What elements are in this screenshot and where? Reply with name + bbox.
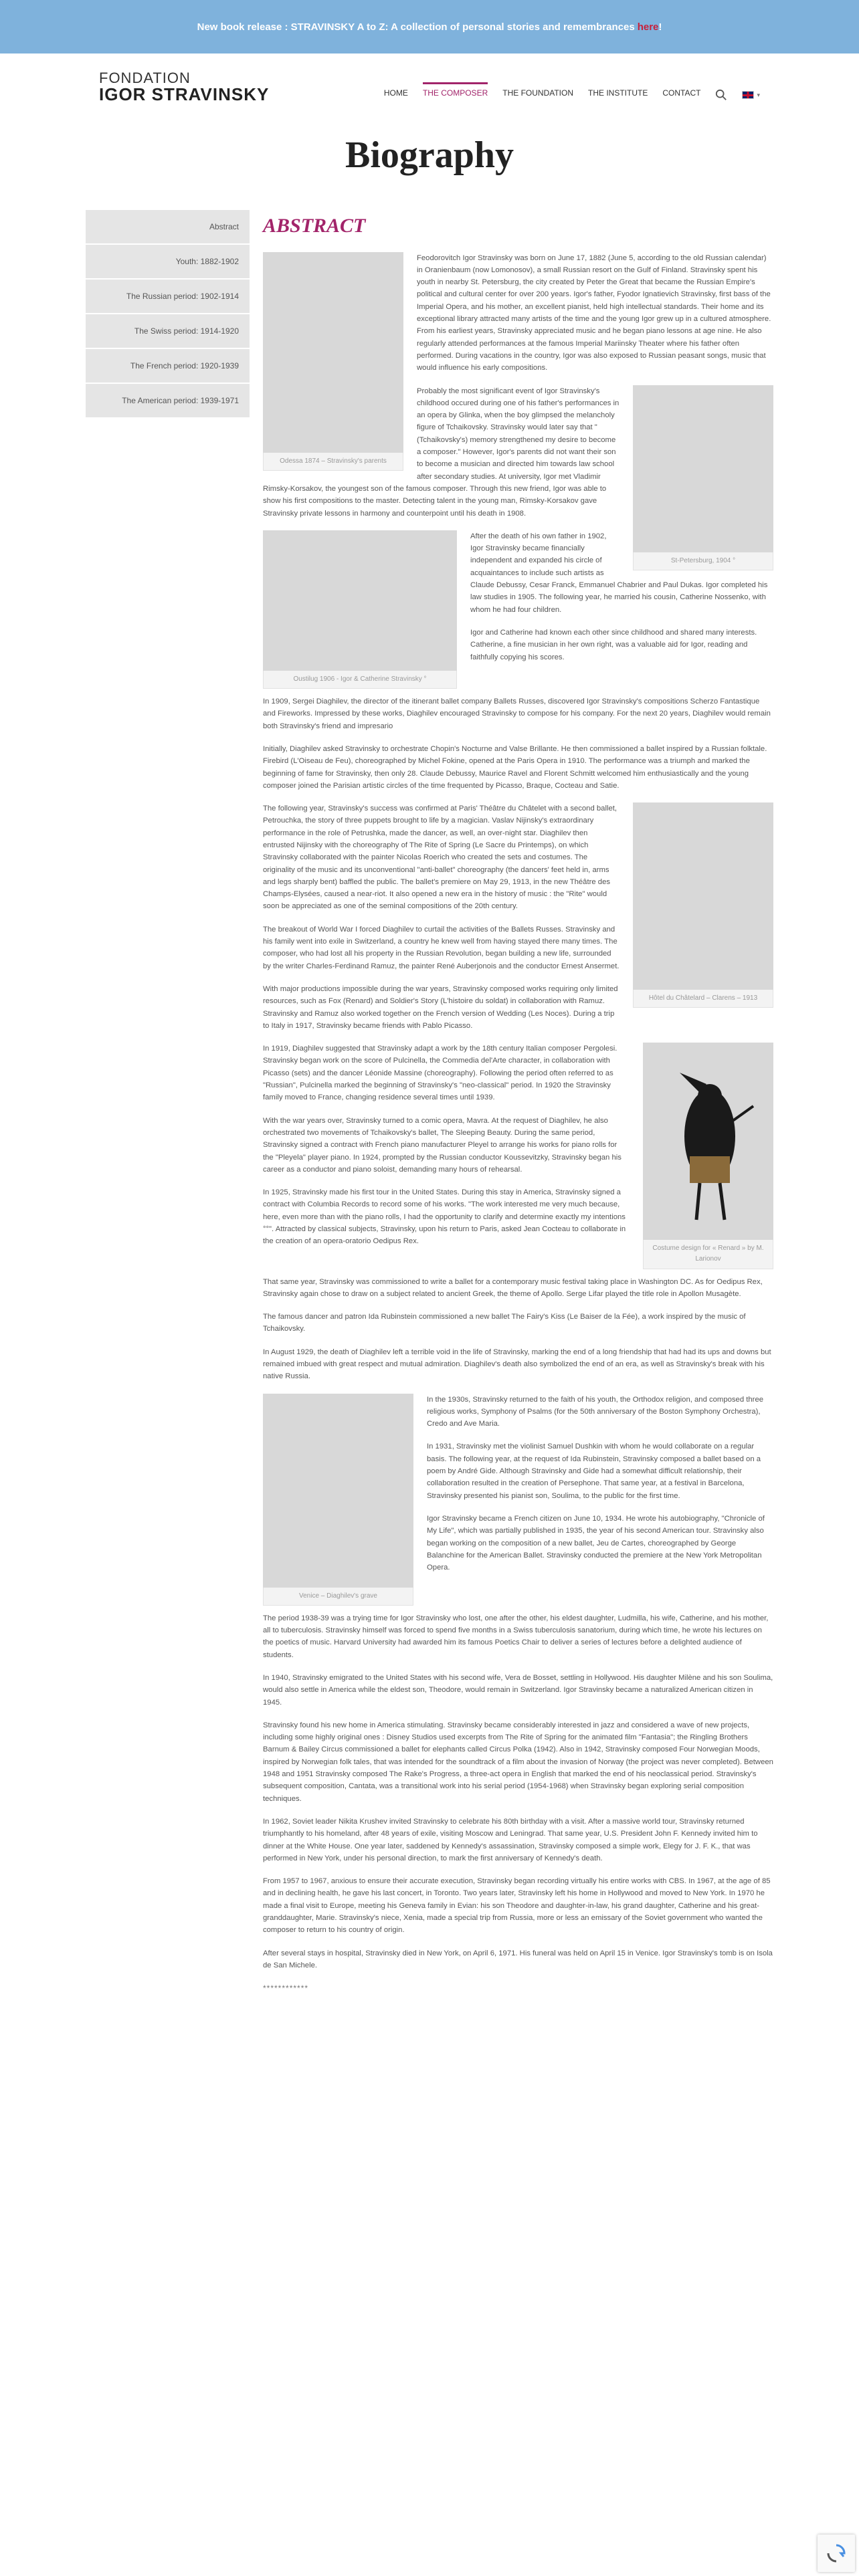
paragraph: Feodorovitch Igor Stravinsky was born on June 17, 1882 (June 5, according to the old Russian calendar) in Oranienbaum (now Lomonosov), a small Russian resort on the Gulf of Finland. Stravinsky spent his youth in nearby St. Petersburg, the city created by Peter the Great that became the Russian Empire's political and cultural center for over 200 years. Igor's father, Fyodor Ignatievich Stravinsky, first bass of the Imperial Opera, and his mother, an excellent pianist, held high intellectual standards. Their home and its exceptional library attracted many artists of the time and the young Igor grew up in a cultured atmosphere. From his earliest years, Stravinsky appreciated music and he began piano lessons at age nine. He also regularly attended performances at the famous Imperial Mariinsky Theater where his father often performed. During vacations in the country, Igor was also exposed to Russian peasant songs, music that would influence his early compositions. xyxy=(417,253,771,372)
figure-caption: Odessa 1874 – Stravinsky's parents xyxy=(263,453,403,471)
renard-costume-icon xyxy=(643,1043,773,1240)
biography-content xyxy=(263,210,773,2006)
figure-venice xyxy=(263,1394,413,1606)
footer-stars: ************ xyxy=(263,1983,309,1994)
sidebar-item-abstract[interactable]: Abstract xyxy=(86,210,250,245)
nav-the-composer[interactable]: THE COMPOSER xyxy=(423,82,488,102)
paragraph: Stravinsky found his new home in America stimulating. Stravinsky became considerably interested in jazz and considered a wave of new projects, including some highly original ones : Disney Studios used excerpts from The Rite of Spring for the animated film "Fantasia"; the Ringling Brothers Barnum & Bailey Circus commissioned a ballet for elephants called Circus Polka (1942). Also in 1942, Stravinsky composed Four Norwegian Moods, inspired by Norwegian folk tales, that was intended for the soundtrack of a film about the invasion of Norway (the project was never completed). Between 1948 and 1951 Stravinsky composed The Rake's Progress, a three-act opera in English that marked the end of his neoclassical period. Stravinsky's subsequent composition, Cantata, was a transitional work into his serial period (1954-1968) when Stravinsky began exploring serial composition techniques. xyxy=(263,1721,773,1803)
paragraph: In the 1930s, Stravinsky returned to the faith of his youth, the Orthodox religion, and composed three religious works, Symphony of Psalms (for the 50th anniversary of the Boston Symphony Orchestra), Credo and Ave Maria. xyxy=(427,1395,764,1428)
banner-text: New book release : STRAVINSKY A to Z: A collection of personal stories and remembrances xyxy=(197,21,635,33)
language-selector[interactable] xyxy=(742,91,760,99)
nav-home[interactable]: HOME xyxy=(383,88,408,98)
site-header xyxy=(0,53,859,120)
figure-caption: Oustilug 1906 - Igor & Catherine Stravinsky ° xyxy=(263,671,457,689)
figure-odessa xyxy=(263,252,403,471)
figure-renard xyxy=(643,1043,773,1269)
paragraph: With major productions impossible during the war years, Stravinsky composed works requiring only limited resources, such as Fox (Renard) and Soldier's Story (L'histoire du soldat) in collaboration with Ramuz. Stravinsky and Ramuz also worked together on the French version of Wedding (Les Noces). During a trip to Italy in 1917, Stravinsky became friends with Pablo Picasso. xyxy=(263,984,618,1030)
site-logo[interactable] xyxy=(99,71,269,103)
chevron-down-icon: ▾ xyxy=(757,91,760,98)
recaptcha-badge[interactable] xyxy=(818,2535,855,2572)
paragraph: The period 1938-39 was a trying time for Igor Stravinsky who lost, one after the other, his eldest daughter, Ludmilla, his wife, Catherine, and his mother, all to tuberculosis. Stravinsky himself was forced to spend five months in a Swiss tuberculosis sanatorium, during which time, he wrote his lectures on the poetics of music. Harvard University had awarded him its famous Poetics Chair to deliver a series of lectures before a delighted audience of students. xyxy=(263,1614,769,1659)
paragraph: In August 1929, the death of Diaghilev left a terrible void in the life of Stravinsky, marking the end of a long friendship that had had its ups and downs but remained imbued with great respect and mutual admiration. Diaghilev's death also symbolized the end of an era, as well as Stravinsky's break with his native Russia. xyxy=(263,1348,771,1381)
paragraph: In 1919, Diaghilev suggested that Stravinsky adapt a work by the 18th century Italian composer Pergolesi. Stravinsky began work on the score of Pulcinella, the Commedia del'Arte character, in collaboration with Picasso (sets) and the dancer Léonide Massine (choreography). Following the period often referred to as "Russian", Pulcinella marked the beginning of Stravinsky's "neo-classical" period. In 1920 the Stravinsky family moved to France, changing residence several times until 1939. xyxy=(263,1045,617,1102)
paragraph: From 1957 to 1967, anxious to ensure their accurate execution, Stravinsky began recording virtually his entire works with CBS. In 1967, at the age of 85 and in declining health, he gave his last concert, in Toronto. Two years later, Stravinsky left his home in Hollywood and moved to New York. In 1970 he made a final visit to Europe, meeting his Geneva family in Evian: his son Theodore and daughter-in-law, his grand daughter, Catherine and his great-granddaughter, Marie. Stravinsky's niece, Xenia, made a special trip from Russia, more or less an emissary of the Soviet government who wanted the composer to return to his country of origin. xyxy=(263,1877,771,1935)
paragraph: After the death of his own father in 1902, Igor Stravinsky became financially independent and expanded his circle of acquaintances to include such artists as Claude Debussy, Cesar Franck, Emmanuel Chabrier and Paul Dukas. Igor completed his law studies in 1905. The following year, he married his cousin, Catherine Nossenko, with whom he had four children. xyxy=(470,532,768,614)
sidebar-item-american-period[interactable]: The American period: 1939-1971 xyxy=(86,384,250,419)
nav-the-institute[interactable]: THE INSTITUTE xyxy=(588,88,648,98)
paragraph: In 1962, Soviet leader Nikita Krushev invited Stravinsky to celebrate his 80th birthday with a visit. After a massive world tour, Stravinsky returned triumphantly to his homeland, after 48 years of exile, visiting Moscow and Leningrad. That same year, U.S. President John F. Kennedy invited him to dinner at the White House. One year later, saddened by Kennedy's assassination, Stravinsky composed a simple work, Elegy for J. F. K., that was performed in New York, under his personal direction, to mark the first anniversary of Kennedy's death. xyxy=(263,1817,758,1862)
paragraph: The famous dancer and patron Ida Rubinstein commissioned a new ballet The Fairy's Kiss (Le Baiser de la Fée), a work inspired by the music of Tchaikovsky. xyxy=(263,1313,746,1333)
paragraph: That same year, Stravinsky was commissioned to write a ballet for a contemporary music festival taking place in Washington DC. As for Oedipus Rex, Stravinsky again chose to draw on a subject related to ancient Greek, the theme of Apollo. Serge Lifar played the title role in Apollon Musagète. xyxy=(263,1277,763,1298)
logo-line-1: FONDATION xyxy=(99,70,191,86)
paragraph: With the war years over, Stravinsky turned to a comic opera, Mavra. At the request of Diaghilev, he also orchestrated two movements of Tchaikovsky's ballet, The Sleeping Beauty. During the same period, Stravinsky signed a contract with French piano manufacturer Pleyel to arrange his works for piano rolls for the "Pleyela" player piano. In 1924, prompted by the Russian conductor Koussevitzky, Stravinsky began his career as a conductor and piano soloist, demanding many hours of rehearsal. xyxy=(263,1116,622,1174)
figure-stpetersburg xyxy=(633,385,773,570)
page-title: Biography xyxy=(345,134,514,176)
paragraph: After several stays in hospital, Stravinsky died in New York, on April 6, 1971. His funeral was held on April 15 in Venice. Igor Stravinsky's tomb is on Isola de San Michele. xyxy=(263,1949,773,1969)
paragraph: In 1940, Stravinsky emigrated to the United States with his second wife, Vera de Bosset, settling in Hollywood. His daughter Milène and his son Soulima, would also settle in America while the eldest son, Theodore, would remain in Switzerland. Igor Stravinsky became a naturalized American citizen in 1945. xyxy=(263,1673,773,1707)
photo-diaghilev-grave xyxy=(263,1394,413,1588)
content-wrapper xyxy=(0,210,859,2006)
paragraph: In 1925, Stravinsky made his first tour in the United States. During this stay in America, Stravinsky signed a contract with Columbia Records to record some of his works. "The work interested me very much because, here, even more than with the piano rolls, I had the opportunity to clarify and determine exactly my intentions °°". Attracted by classical subjects, Stravinsky, upon his return to Paris, asked Jean Cocteau to collaborate in the creation of an opera-oratorio Oedipus Rex. xyxy=(263,1188,626,1246)
sidebar-item-youth[interactable]: Youth: 1882-1902 xyxy=(86,245,250,280)
costume-design-image xyxy=(643,1043,773,1240)
nav-contact[interactable]: CONTACT xyxy=(662,88,701,98)
banner-link[interactable]: here xyxy=(637,21,659,33)
figure-caption: St-Petersburg, 1904 ° xyxy=(633,552,773,570)
figure-clarens xyxy=(633,802,773,1008)
sidebar-item-russian-period[interactable]: The Russian period: 1902-1914 xyxy=(86,280,250,314)
banner-suffix: ! xyxy=(658,21,662,33)
paragraph: Initially, Diaghilev asked Stravinsky to orchestrate Chopin's Nocturne and Valse Brillante. He then commissioned a ballet inspired by a Russian folktale. Firebird (L'Oiseau de Feu), choreographed by Michel Fokine, opened at the Paris Opera in 1910. The performance was a triumph and marked the beginning of fame for Stravinsky, then only 28. Claude Debussy, Maurice Ravel and Florent Schmitt welcomed him enthusiastically and the young composer joined the Parisian artistic circles of the time frequented by Picasso, Braque, Cocteau and Satie. xyxy=(263,744,767,790)
sidebar-item-french-period[interactable]: The French period: 1920-1939 xyxy=(86,349,250,384)
biography-sidebar xyxy=(86,210,250,419)
logo-line-2: IGOR STRAVINSKY xyxy=(99,84,270,104)
paragraph: The following year, Stravinsky's success was confirmed at Paris' Théâtre du Châtelet with a second ballet, Petrouchka, the story of three puppets brought to life by a magician. Vaslav Nijinsky's extraordinary performance in the role of Petrushka, made the dancer, as well, an over-night star. Diaghilev then entrusted Nijinsky with the choreography of The Rite of Spring (Le Sacre du Printemps), on which Stravinsky collaborated with the painter Nicolas Roerich who created the sets and costumes. The originality of the music and its unconventional "anti-ballet" choreography (the dancers' feet held in, arms and legs sharply bent) baffled the public. The ballet's premiere on May 29, 1913, in the new Théâtre des Champs-Elysées, caused a near-riot. It also opened a new era in the history of music : the "Rite" would soon be appreciated as one of the seminal compositions of the 20th century. xyxy=(263,804,617,911)
uk-flag-icon xyxy=(742,91,754,99)
photo-igor-catherine xyxy=(263,530,457,671)
photo-hotel-chatelard xyxy=(633,802,773,990)
figure-caption: Costume design for « Renard » by M. Larionov xyxy=(643,1240,773,1269)
paragraph: Probably the most significant event of Igor Stravinsky's childhood occured during one of his father's performances in an opera by Glinka, when the boy glimpsed the melancholy figure of Tchaikovsky. Stravinsky would later say that "(Tchaikovsky's) memory strengthened my desire to become a composer." However, Igor's parents did not want their son to become a musician and directed him towards law school after secondary studies. At university, Igor met Vladimir Rimsky-Korsakov, the youngest son of the famous composer. Through this new friend, Igor was able to show his first compositions to the master. Detecting talent in the young man, Rimsky-Korsakov gave Stravinsky private lessons in harmony and counterpoint until his death in 1908. xyxy=(263,387,619,518)
paragraph: Igor and Catherine had known each other since childhood and shared many interests. Catherine, a fine musician in her own right, was a valuable aid for Igor, reading and faithfully copying his scores. xyxy=(470,628,757,661)
photo-stravinsky-parents xyxy=(263,252,403,453)
paragraph: The breakout of World War I forced Diaghilev to curtail the activities of the Ballets Russes. Stravinsky and his family went into exile in Switzerland, a country he knew well from having stayed there many times. The composer, who had lost all his property in the Russian Revolution, began building a new life, surrounded by the writer Charles-Ferdinand Ramuz, the painter René Auberjonois and the conductor Ernest Ansermet. xyxy=(263,925,619,970)
figure-caption: Hôtel du Châtelard – Clarens – 1913 xyxy=(633,990,773,1008)
section-title: ABSTRACT xyxy=(263,215,366,237)
search-icon[interactable] xyxy=(715,89,727,101)
paragraph: In 1909, Sergei Diaghilev, the director of the itinerant ballet company Ballets Russes, discovered Igor Stravinsky's compositions Scherzo Fantastique and Fireworks. Impressed by these works, Diaghilev encouraged Stravinsky to compose for his company. For the next 20 years, Diaghilev would remain both Stravinsky's friend and impresario xyxy=(263,697,771,730)
main-nav xyxy=(384,88,760,102)
figure-caption: Venice – Diaghilev's grave xyxy=(263,1588,413,1606)
photo-st-petersburg xyxy=(633,385,773,552)
figure-oustilug xyxy=(263,530,457,689)
paragraph: Igor Stravinsky became a French citizen on June 10, 1934. He wrote his autobiography, "Chronicle of My Life", which was partially published in 1935, the year of his second American tour. Stravinsky also began working on the composition of a new ballet, Jeu de Cartes, choreographed by George Balanchine for the American Ballet. Stravinsky conducted the premiere at the New York Metropolitan Opera. xyxy=(427,1514,765,1572)
recaptcha-icon xyxy=(826,2543,847,2564)
nav-the-foundation[interactable]: THE FOUNDATION xyxy=(502,88,574,98)
paragraph: In 1931, Stravinsky met the violinist Samuel Dushkin with whom he would collaborate on a regular basis. The following year, at the request of Ida Rubinstein, Stravinsky composed a ballet based on a poem by André Gide. Although Stravinsky and Gide had a somewhat difficult relationship, their collaboration resulted in the creation of Persephone. That same year, at a festival in Barcelona, Stravinsky presented his pianist son, Soulima, to the public for the first time. xyxy=(427,1442,761,1500)
announcement-banner xyxy=(0,0,859,53)
sidebar-item-swiss-period[interactable]: The Swiss period: 1914-1920 xyxy=(86,314,250,349)
